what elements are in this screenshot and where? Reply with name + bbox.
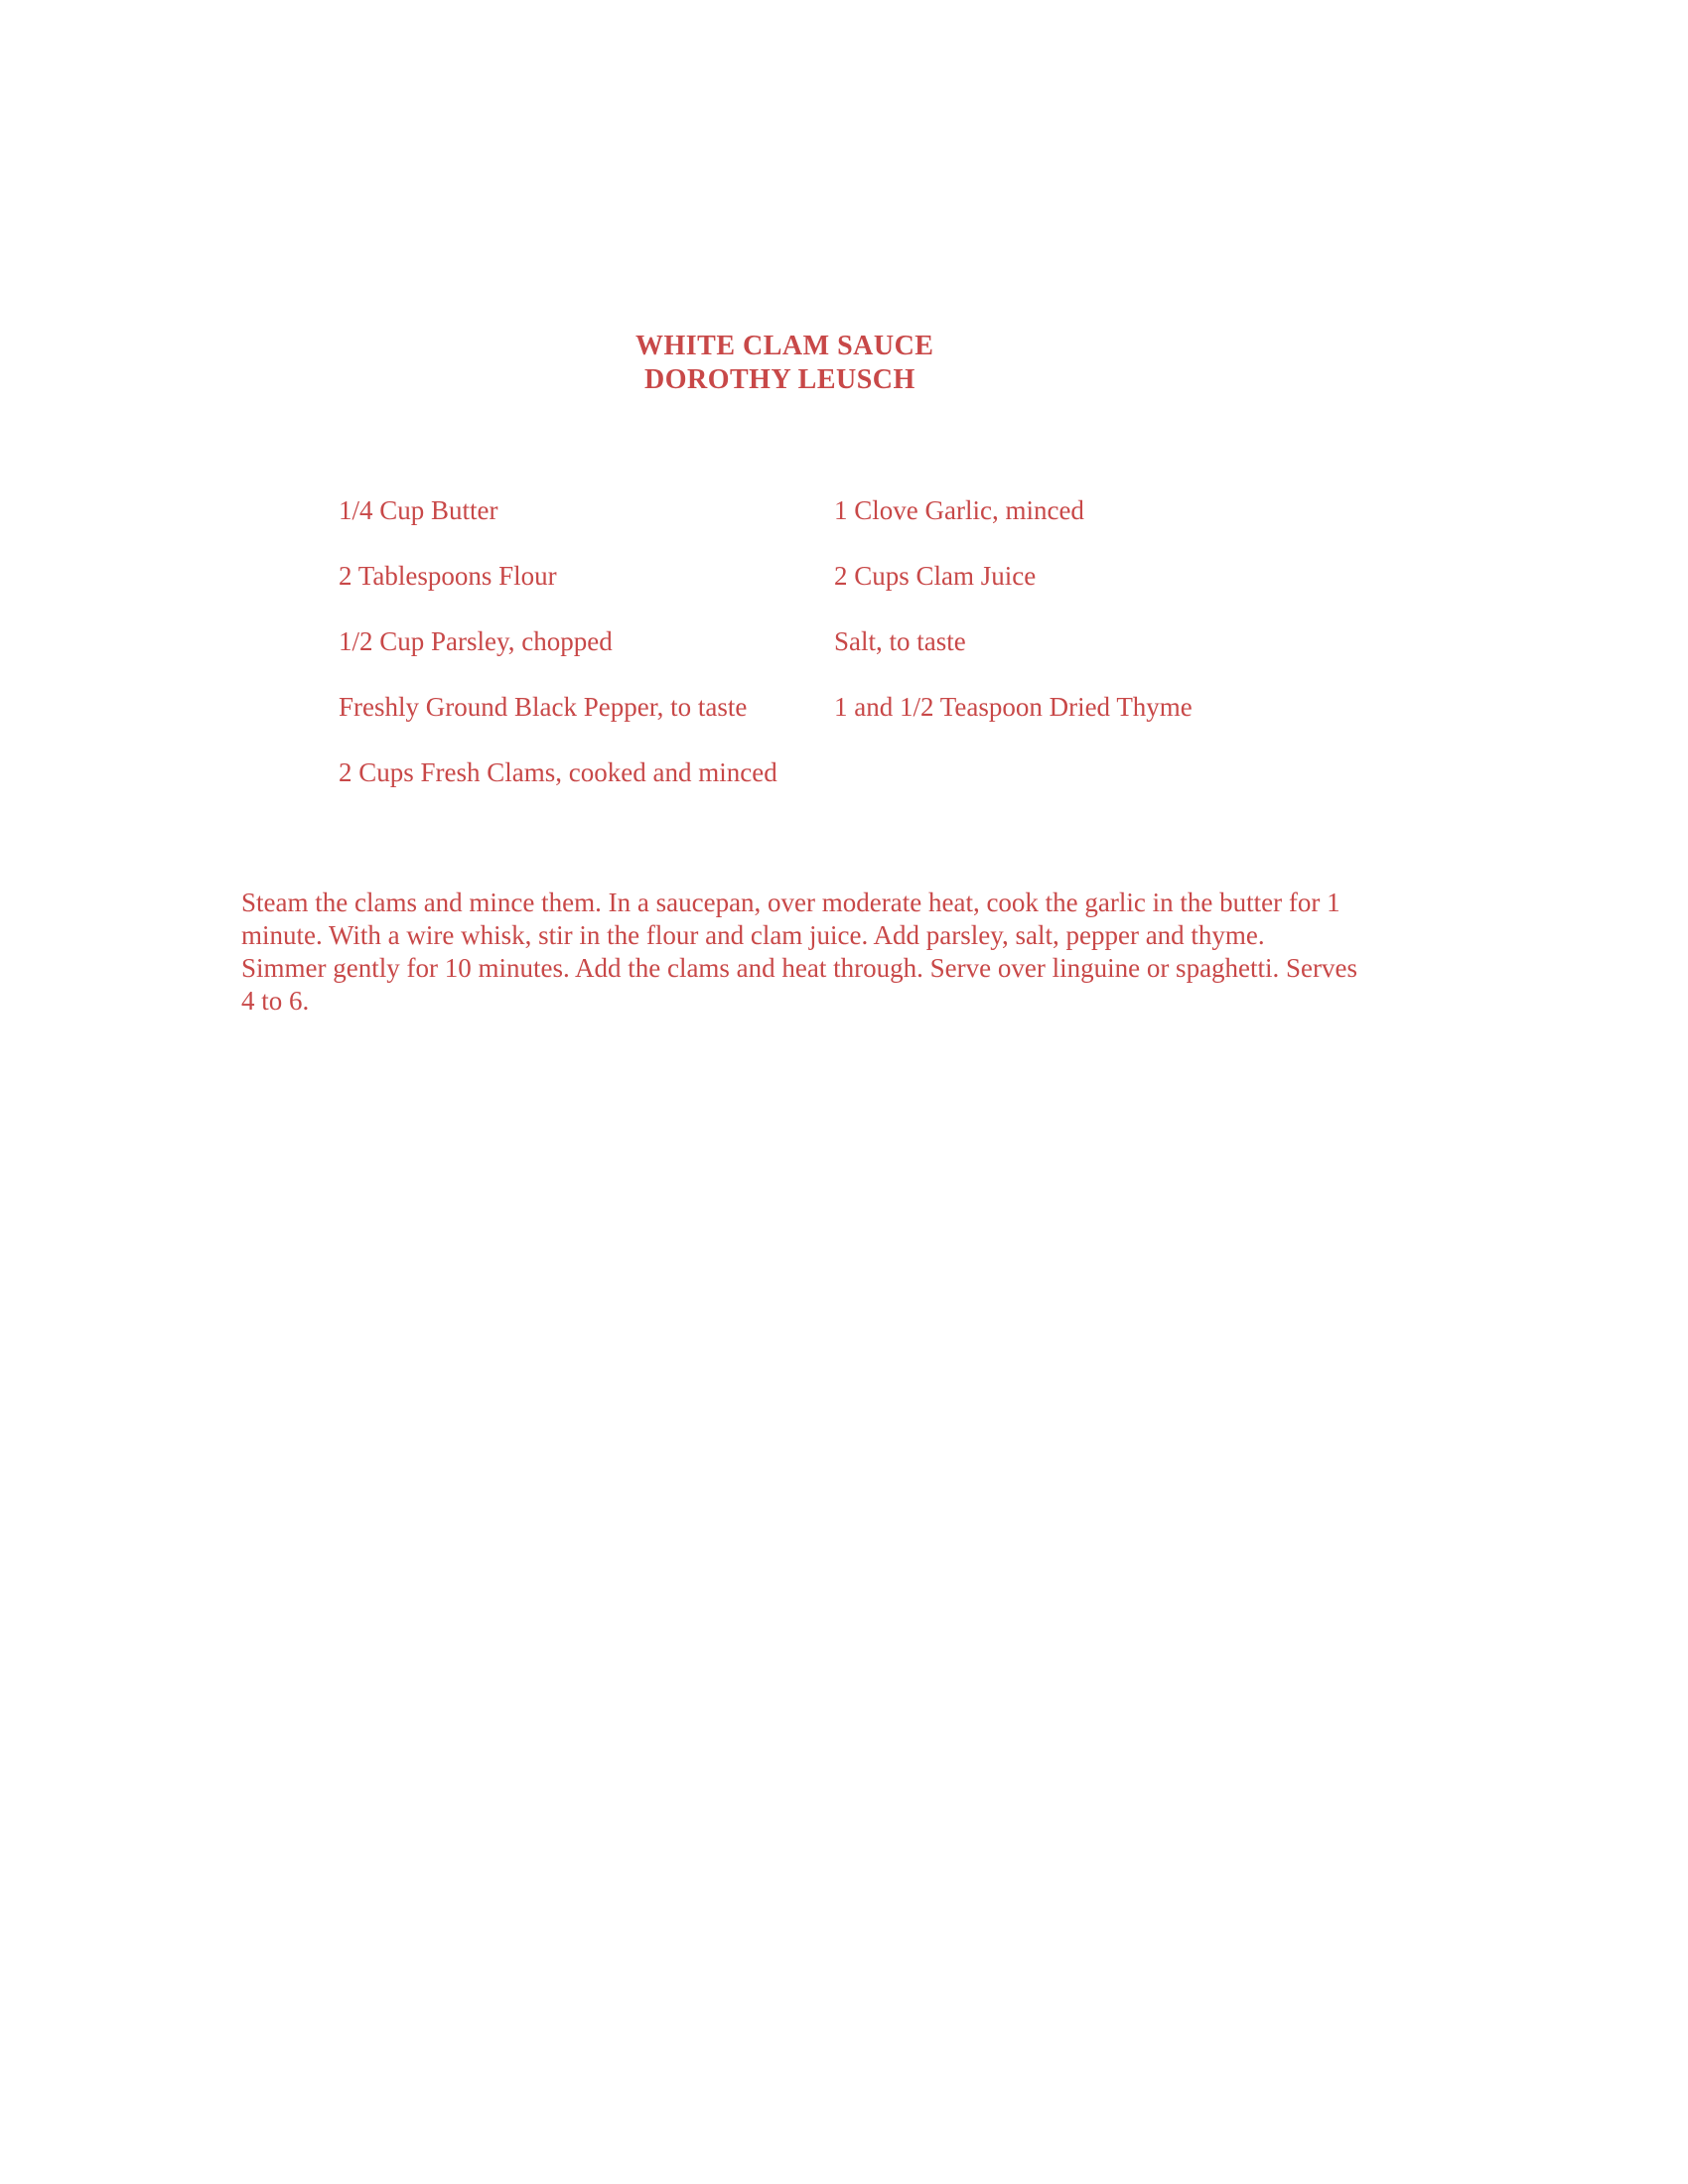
ingredient-item: Salt, to taste: [834, 626, 966, 656]
instruction-line: minute. With a wire whisk, stir in the flour and clam juice. Add parsley, salt, pepper and thyme.: [241, 920, 1265, 950]
ingredient-item: 2 Cups Clam Juice: [834, 561, 1037, 591]
instructions-paragraph: [241, 887, 1453, 1018]
recipe-header: [635, 330, 1053, 397]
ingredient-row: [339, 623, 1292, 689]
ingredient-item: 2 Tablespoons Flour: [339, 561, 557, 591]
ingredient-row: [339, 754, 1292, 820]
ingredient-row: [339, 558, 1292, 623]
recipe-author: DOROTHY LEUSCH: [644, 364, 915, 395]
ingredient-item: Freshly Ground Black Pepper, to taste: [339, 692, 748, 722]
ingredient-item: 1 Clove Garlic, minced: [834, 495, 1084, 525]
instruction-line: Simmer gently for 10 minutes. Add the clams and heat through. Serve over linguine or spaghetti. Serves: [241, 953, 1358, 983]
ingredient-item: 1 and 1/2 Teaspoon Dried Thyme: [834, 692, 1193, 722]
ingredient-row: [339, 689, 1292, 754]
ingredient-item: 2 Cups Fresh Clams, cooked and minced: [339, 757, 777, 787]
ingredient-row: [339, 492, 1292, 558]
ingredients-list: [339, 492, 1292, 820]
instruction-line: 4 to 6.: [241, 986, 310, 1016]
instruction-line: Steam the clams and mince them. In a saucepan, over moderate heat, cook the garlic in the butter for 1: [241, 887, 1340, 917]
ingredient-item: 1/4 Cup Butter: [339, 495, 498, 525]
recipe-title: WHITE CLAM SAUCE: [635, 331, 934, 361]
ingredient-item: 1/2 Cup Parsley, chopped: [339, 626, 613, 656]
